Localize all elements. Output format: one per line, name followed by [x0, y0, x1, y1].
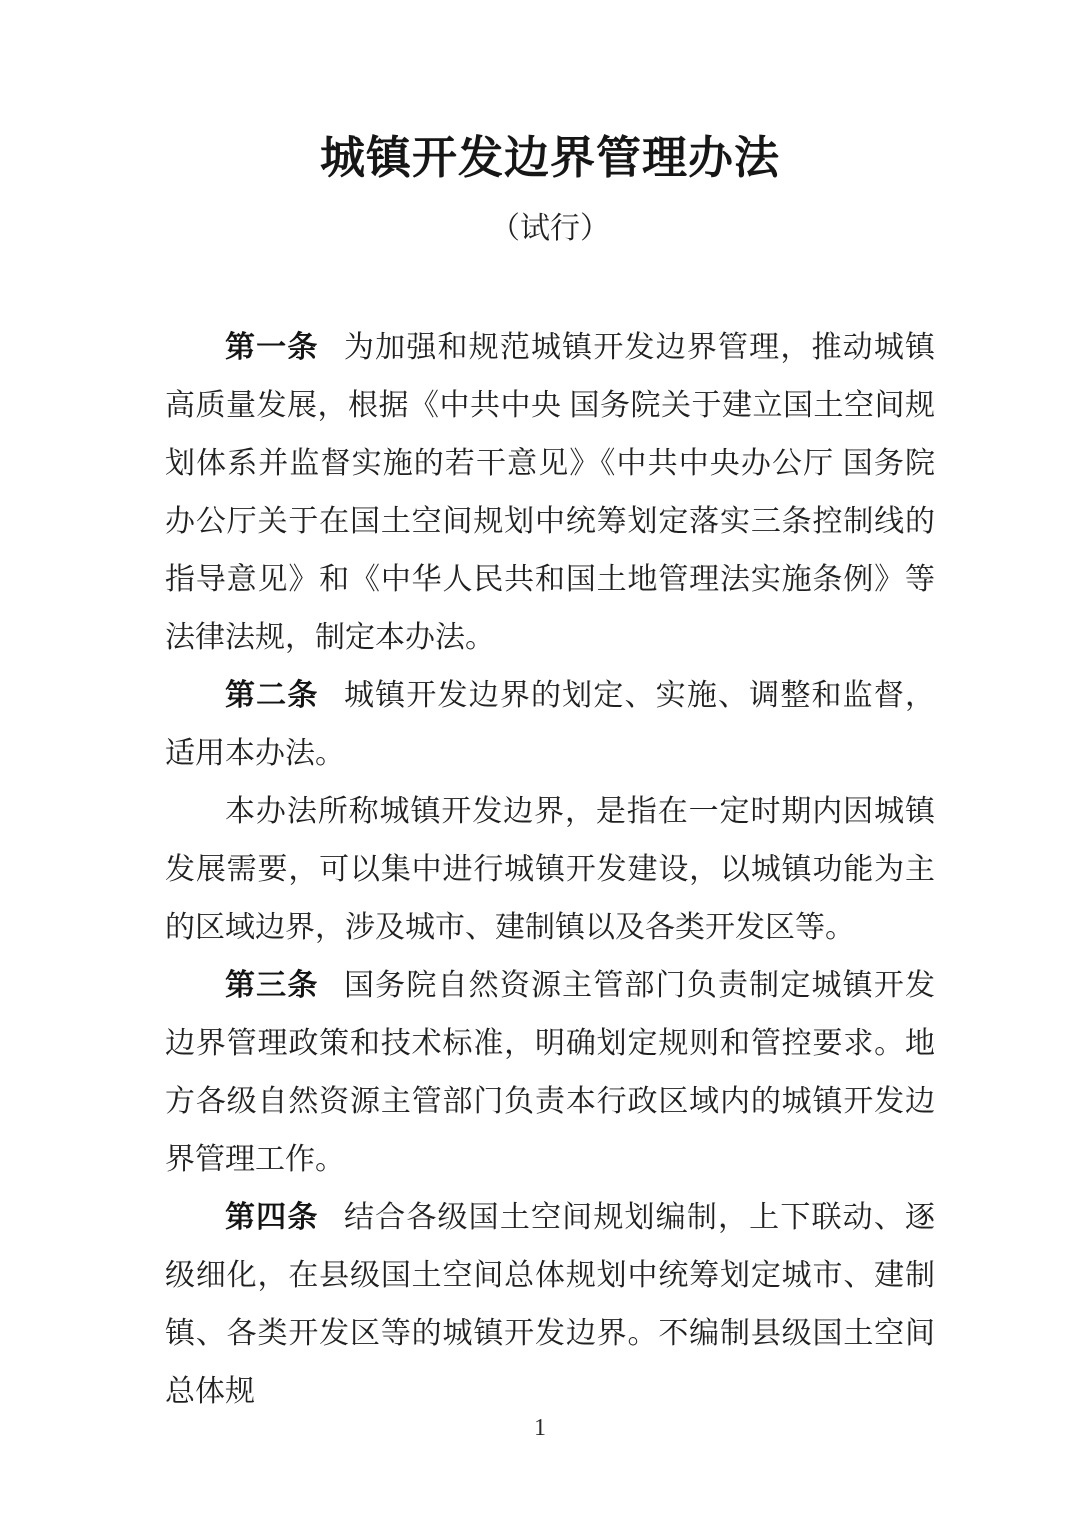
article-2-definition-paragraph — [165, 783, 935, 957]
article-4-text: 结合各级国土空间规划编制，上下联动、逐级细化，在县级国土空间总体规划中统筹划定城市、建制镇、各类开发区等的城镇开发边界。不编制县级国土空间总体规 — [165, 1201, 935, 1408]
article-1-paragraph — [165, 319, 935, 667]
article-2-definition-text: 本办法所称城镇开发边界，是指在一定时期内因城镇发展需要，可以集中进行城镇开发建设，以城镇功能为主的区域边界，涉及城市、建制镇以及各类开发区等。 — [165, 795, 935, 944]
article-2-text: 城镇开发边界的划定、实施、调整和监督，适用本办法。 — [165, 679, 935, 770]
article-3-paragraph — [165, 957, 935, 1189]
article-1-label: 第一条 — [225, 331, 319, 364]
page-number: 1 — [534, 1415, 546, 1441]
article-2-label: 第二条 — [225, 679, 319, 712]
article-4-paragraph — [165, 1189, 935, 1421]
article-3-text: 国务院自然资源主管部门负责制定城镇开发边界管理政策和技术标准，明确划定规则和管控要求。地方各级自然资源主管部门负责本行政区域内的城镇开发边界管理工作。 — [165, 969, 935, 1176]
document-subtitle: （试行） — [490, 212, 610, 245]
article-2-paragraph — [165, 667, 935, 783]
article-4-label: 第四条 — [225, 1201, 319, 1234]
document-title: 城镇开发边界管理办法 — [319, 133, 780, 183]
document-body — [165, 319, 935, 1421]
article-1-text: 为加强和规范城镇开发边界管理，推动城镇高质量发展，根据《中共中央 国务院关于建立国土空间规划体系并监督实施的若干意见》《中共中央办公厅 国务院办公厅关于在国土空间规划中统筹划定落实三条控制线的指导意见》和《中华人民共和国土地管理法实施条例》等法律法规，制定本办法。 — [165, 331, 935, 654]
article-3-label: 第三条 — [225, 969, 319, 1002]
